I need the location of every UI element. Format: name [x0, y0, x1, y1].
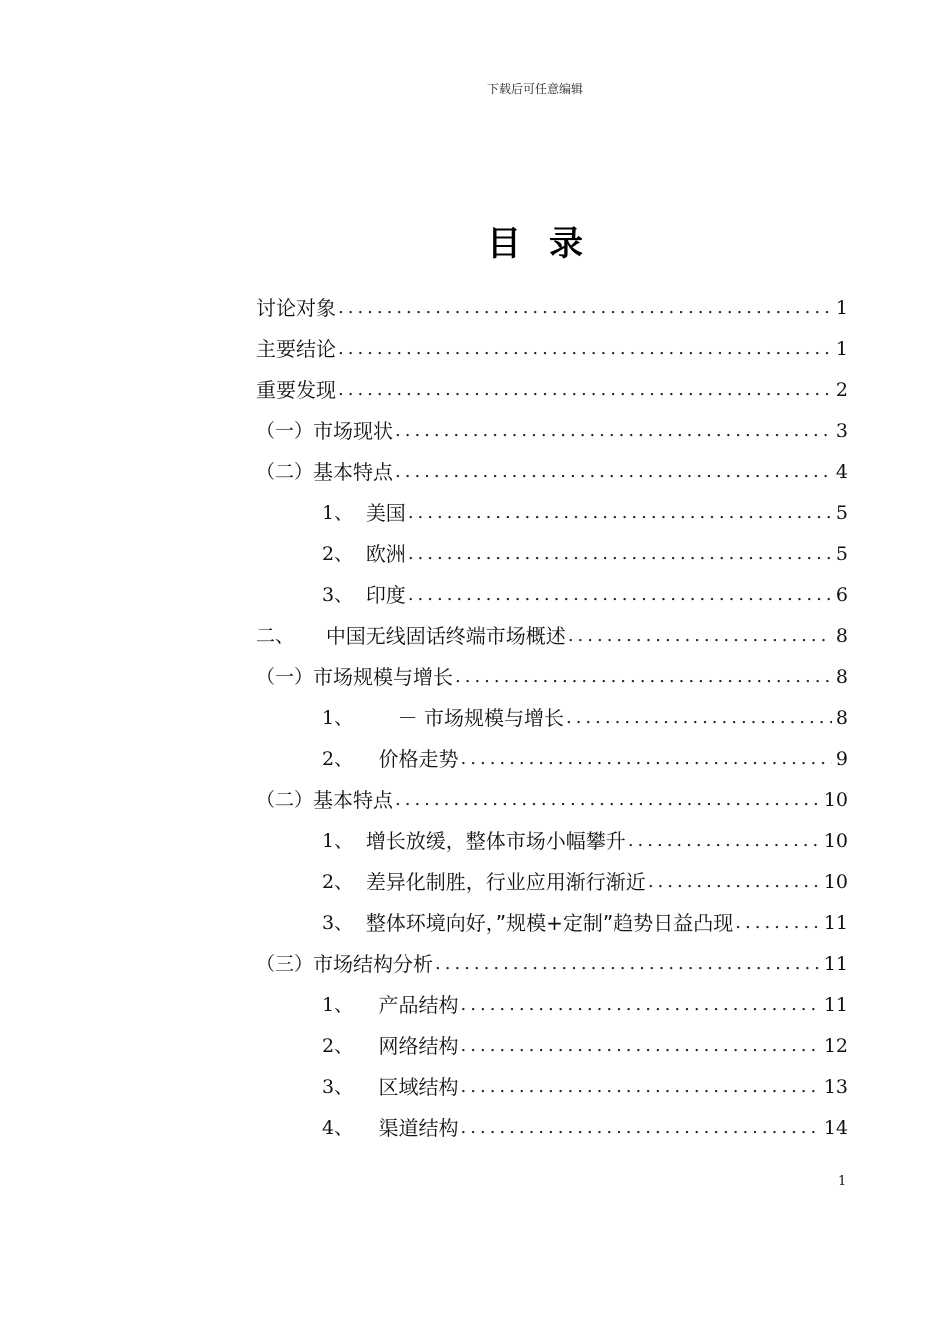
toc-leader-dots	[435, 951, 820, 977]
toc-entry-number: （二）	[256, 461, 314, 483]
toc-entry[interactable]	[256, 1100, 848, 1141]
toc-entry-number: 3、	[322, 912, 354, 934]
toc-entry-number: （三）	[256, 953, 314, 975]
toc-entry-number: （一）	[256, 666, 314, 688]
toc-entry[interactable]	[256, 731, 848, 772]
toc-leader-dots	[338, 336, 832, 362]
toc-entry[interactable]	[256, 280, 848, 321]
toc-leader-dots	[566, 705, 832, 731]
toc-entry-page: 8	[835, 666, 848, 688]
toc-entry-gap	[353, 500, 366, 526]
toc-entry-gap	[353, 1074, 378, 1100]
toc-entry[interactable]	[256, 690, 848, 731]
toc-entry-text: 重要发现	[256, 378, 336, 402]
toc-leader-dots	[455, 664, 832, 690]
toc-entry-number: 1、	[322, 830, 354, 852]
table-of-contents	[256, 280, 848, 1141]
toc-entry[interactable]	[256, 977, 848, 1018]
toc-entry-number: 2、	[322, 871, 354, 893]
toc-entry-page: 11	[823, 953, 848, 975]
toc-entry-number: 二、	[256, 625, 295, 647]
toc-entry-page: 5	[835, 502, 848, 524]
toc-entry[interactable]	[256, 362, 848, 403]
toc-entry-text: 产品结构	[378, 993, 459, 1017]
toc-entry[interactable]	[256, 854, 848, 895]
toc-leader-dots	[408, 541, 832, 567]
toc-entry-page: 11	[823, 994, 848, 1016]
toc-entry-number: （一）	[256, 420, 314, 442]
toc-entry-text: 印度	[365, 583, 406, 607]
header-note: 下载后可任意编辑	[486, 82, 583, 96]
toc-entry-number: （二）	[256, 789, 314, 811]
toc-entry-page: 10	[823, 789, 848, 811]
toc-entry-text: 讨论对象	[256, 296, 336, 320]
toc-entry-page: 12	[823, 1035, 848, 1057]
toc-entry-number: 1、	[322, 707, 354, 729]
toc-entry-text: － 市场规模与增长	[397, 706, 564, 730]
toc-entry[interactable]	[256, 1018, 848, 1059]
toc-entry[interactable]	[256, 526, 848, 567]
toc-entry-text: 增长放缓，整体市场小幅攀升	[365, 829, 626, 853]
toc-entry-gap	[353, 1033, 378, 1059]
toc-leader-dots	[568, 623, 832, 649]
toc-leader-dots	[338, 295, 832, 321]
toc-entry-number: 3、	[322, 584, 354, 606]
toc-entry[interactable]	[256, 649, 848, 690]
toc-leader-dots	[408, 500, 832, 526]
toc-leader-dots	[338, 377, 832, 403]
toc-entry[interactable]	[256, 321, 848, 362]
toc-entry-number: 3、	[322, 1076, 354, 1098]
toc-entry-text: 整体环境向好，”规模+定制”趋势日益凸现	[365, 911, 734, 935]
toc-entry-page: 1	[835, 297, 848, 319]
toc-entry-number: 2、	[322, 1035, 354, 1057]
toc-entry-gap	[353, 582, 366, 608]
toc-leader-dots	[395, 459, 832, 485]
toc-entry-page: 9	[835, 748, 848, 770]
toc-leader-dots	[461, 1074, 820, 1100]
toc-entry[interactable]	[256, 772, 848, 813]
toc-entry-number: 2、	[322, 543, 354, 565]
toc-entry-text: 中国无线固话终端市场概述	[325, 624, 566, 648]
toc-entry-gap	[353, 910, 366, 936]
toc-entry-text: 美国	[365, 501, 406, 525]
toc-entry-page: 11	[823, 912, 848, 934]
toc-entry-page: 10	[823, 871, 848, 893]
toc-entry-gap	[353, 746, 378, 772]
toc-entry[interactable]	[256, 485, 848, 526]
toc-entry-number: 4、	[322, 1117, 354, 1139]
toc-entry-text: 欧洲	[365, 542, 406, 566]
toc-entry-text: 市场结构分析	[313, 952, 434, 976]
toc-entry-text: 价格走势	[378, 747, 459, 771]
toc-entry[interactable]	[256, 936, 848, 977]
toc-leader-dots	[461, 992, 820, 1018]
toc-entry[interactable]	[256, 567, 848, 608]
toc-leader-dots	[648, 869, 820, 895]
toc-entry-page: 3	[835, 420, 848, 442]
toc-leader-dots	[461, 1033, 820, 1059]
toc-entry-page: 8	[835, 625, 848, 647]
toc-leader-dots	[395, 418, 832, 444]
toc-entry-gap	[353, 705, 398, 731]
toc-entry-number: 1、	[322, 502, 354, 524]
toc-entry-page: 1	[835, 338, 848, 360]
toc-entry-text: 渠道结构	[378, 1116, 459, 1140]
toc-entry[interactable]	[256, 1059, 848, 1100]
toc-title: 目录	[487, 224, 611, 264]
toc-entry[interactable]	[256, 403, 848, 444]
toc-leader-dots	[735, 910, 820, 936]
toc-entry-page: 14	[823, 1117, 848, 1139]
toc-entry-number: 2、	[322, 748, 354, 770]
toc-entry-gap	[353, 869, 366, 895]
toc-entry-text: 主要结论	[256, 337, 336, 361]
toc-entry-gap	[294, 623, 326, 649]
toc-entry-page: 4	[835, 461, 848, 483]
toc-entry-text: 区域结构	[378, 1075, 459, 1099]
toc-entry-text: 网络结构	[378, 1034, 459, 1058]
toc-entry-text: 基本特点	[313, 788, 394, 812]
toc-leader-dots	[628, 828, 820, 854]
toc-entry-gap	[353, 1115, 378, 1141]
toc-entry-text: 市场现状	[313, 419, 394, 443]
toc-entry[interactable]	[256, 895, 848, 936]
toc-entry-gap	[353, 541, 366, 567]
toc-leader-dots	[395, 787, 820, 813]
toc-entry-text: 市场规模与增长	[313, 665, 454, 689]
toc-leader-dots	[461, 746, 832, 772]
toc-entry-page: 2	[835, 379, 848, 401]
toc-entry-text: 差异化制胜，行业应用渐行渐近	[365, 870, 646, 894]
toc-leader-dots	[408, 582, 832, 608]
toc-entry-page: 6	[835, 584, 848, 606]
toc-entry[interactable]	[256, 813, 848, 854]
toc-entry[interactable]	[256, 444, 848, 485]
toc-entry[interactable]	[256, 608, 848, 649]
page-number: 1	[838, 1174, 847, 1189]
toc-entry-page: 5	[835, 543, 848, 565]
toc-leader-dots	[461, 1115, 820, 1141]
toc-entry-number: 1、	[322, 994, 354, 1016]
toc-entry-gap	[353, 828, 366, 854]
toc-entry-text: 基本特点	[313, 460, 394, 484]
toc-entry-page: 10	[823, 830, 848, 852]
toc-entry-page: 13	[823, 1076, 848, 1098]
toc-entry-page: 8	[835, 707, 848, 729]
toc-entry-gap	[353, 992, 378, 1018]
